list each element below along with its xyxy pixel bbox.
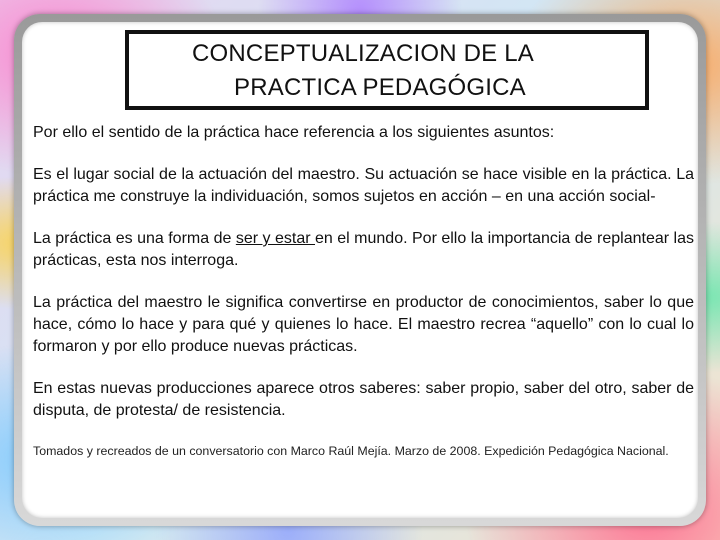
title-line-2: PRACTICA PEDAGÓGICA	[234, 74, 526, 101]
underlined-phrase: ser y estar	[235, 230, 316, 247]
paragraph-social-place: Es el lugar social de la actuación del maestro. Su actuación se hace visible en la práctica. La práctica me construye la individuación, somos sujetos en acción – en una acción social-	[33, 166, 694, 205]
paragraph-text-after: en el mundo. Por ello la importancia de replantear las prácticas, esta nos interroga.	[33, 230, 694, 269]
paragraph-being-in-world	[33, 228, 694, 272]
title-box	[125, 30, 649, 110]
paragraph-knowledge-producer: La práctica del maestro le significa convertirse en productor de conocimientos, saber lo que hace, cómo lo hace y para qué y quienes lo hace. El maestro recrea “aquello” con lo cual lo formaron y por ello produce nuevas prácticas.	[33, 294, 694, 355]
paragraph-other-knowledges: En estas nuevas producciones aparece otros saberes: saber propio, saber del otro, saber de disputa, de protesta/ de resistencia.	[33, 380, 694, 419]
title-line-1: CONCEPTUALIZACION DE LA	[192, 40, 534, 67]
body-content	[33, 122, 694, 460]
paragraph-text-before: La práctica es una forma de	[33, 230, 236, 247]
source-note: Tomados y recreados de un conversatorio con Marco Raúl Mejía. Marzo de 2008. Expedición Pedagógica Nacional.	[33, 444, 669, 458]
intro-paragraph: Por ello el sentido de la práctica hace referencia a los siguientes asuntos:	[33, 124, 555, 141]
